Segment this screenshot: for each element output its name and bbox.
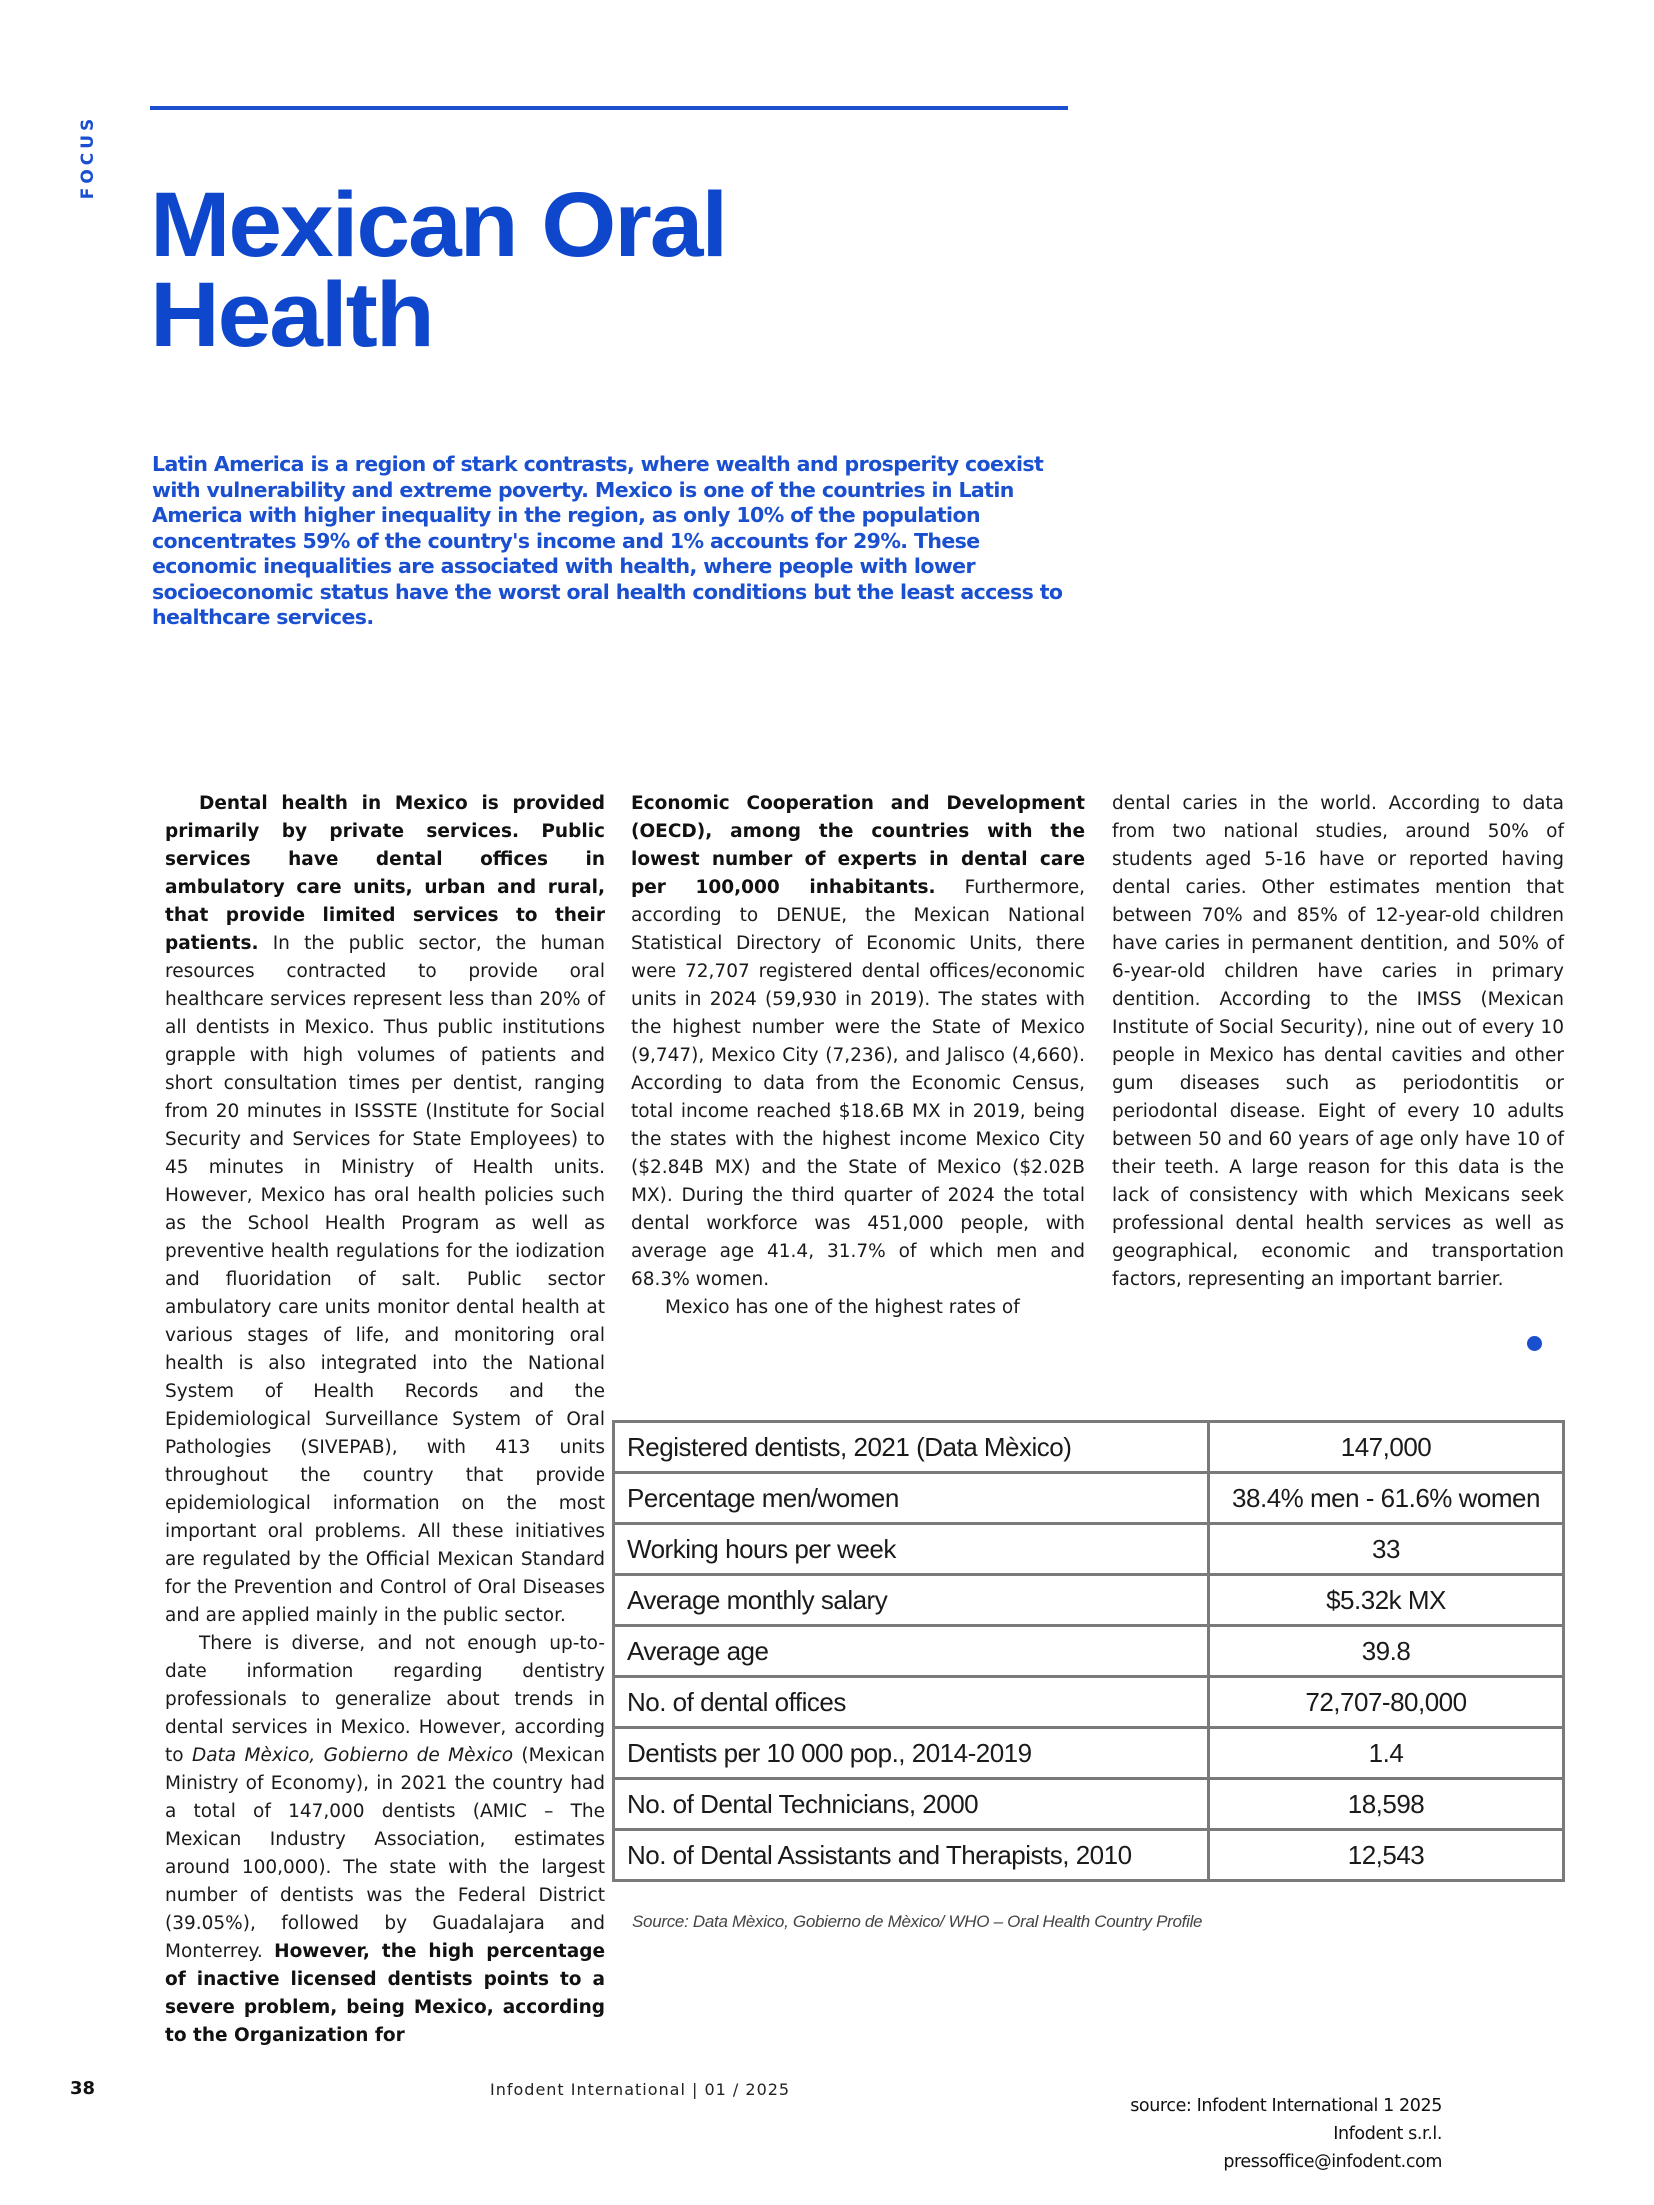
- page-number: 38: [70, 2078, 96, 2099]
- table-row: [614, 1626, 1564, 1677]
- row-value: 72,707-80,000: [1209, 1677, 1564, 1728]
- row-value: 39.8: [1209, 1626, 1564, 1677]
- section-label-text: FOCUS: [78, 114, 98, 200]
- source-line: source: Infodent International 1 2025: [1130, 2096, 1442, 2116]
- body-column-3: [1112, 790, 1564, 1294]
- body-column-1: [165, 790, 605, 2050]
- paragraph-text: There is diverse, and not enough up-to-date information regarding dentistry professionals to generalize about trends in dental services in Mexico. However, according to: [165, 1633, 605, 1766]
- row-label: Working hours per week: [614, 1524, 1209, 1575]
- article-end-dot-icon: [1527, 1336, 1542, 1351]
- row-value: 147,000: [1209, 1422, 1564, 1473]
- italic-source-name: Data Mèxico, Gobierno de Mèxico: [191, 1745, 514, 1766]
- row-label: No. of dental offices: [614, 1677, 1209, 1728]
- table-row: [614, 1473, 1564, 1524]
- contact-email[interactable]: pressoffice@infodent.com: [1223, 2152, 1442, 2172]
- row-label: No. of Dental Technicians, 2000: [614, 1779, 1209, 1830]
- table-row: [614, 1830, 1564, 1881]
- lead-bold-text: Dental health in Mexico is provided primarily by private services. Public services have dental offices in ambulatory care units, urban and rural, that provide limited services to their patients.: [165, 793, 605, 954]
- row-value: 12,543: [1209, 1830, 1564, 1881]
- header-rule: [150, 106, 1068, 110]
- table-row: [614, 1575, 1564, 1626]
- row-label: Average monthly salary: [614, 1575, 1209, 1626]
- publisher-line: Infodent s.r.l.: [1333, 2124, 1442, 2144]
- body-paragraph: dental caries in the world. According to data from two national studies, around 50% of students aged 5-16 have or reported having dental caries. Other estimates mention that between 70% and 85% of 12-year-old children have caries in permanent dentition, and 50% of 6-year-old children have caries in primary dentition. According to the IMSS (Mexican Institute of Social Security), nine out of every 10 people in Mexico has dental cavities and other gum diseases such as periodontitis or periodontal disease. Eight of every 10 adults between 50 and 60 years of age only have 10 of their teeth. A large reason for this data is the lack of consistency with which Mexicans seek professional dental health services as well as geographical, economic and transportation factors, representing an important barrier.: [1112, 793, 1564, 1290]
- table-row: [614, 1677, 1564, 1728]
- table-source-caption: Source: Data Mèxico, Gobierno de Mèxico/ WHO – Oral Health Country Profile: [632, 1912, 1203, 1931]
- publication-footer: Infodent International | 01 / 2025: [490, 2080, 791, 2099]
- row-value: 38.4% men - 61.6% women: [1209, 1473, 1564, 1524]
- row-value: 1.4: [1209, 1728, 1564, 1779]
- row-label: Registered dentists, 2021 (Data Mèxico): [614, 1422, 1209, 1473]
- row-label: Dentists per 10 000 pop., 2014-2019: [614, 1728, 1209, 1779]
- article-intro: Latin America is a region of stark contrasts, where wealth and prosperity coexist with vulnerability and extreme poverty. Mexico is one of the countries in Latin America with higher inequality in the region, as only 10% of the population concentrates 59% of the country's income and 1% accounts for 29%. These economic inequalities are associated with health, where people with lower socioeconomic status have the worst oral health conditions but the least access to healthcare services.: [152, 452, 1063, 629]
- table-row: [614, 1728, 1564, 1779]
- body-paragraph: Mexico has one of the highest rates of: [665, 1297, 1020, 1318]
- paragraph-text: (Mexican Ministry of Economy), in 2021 the country had a total of 147,000 dentists (AMIC – The Mexican Industry Association, estimates around 100,000). The state with the largest number of dentists was the Federal District (39.05%), followed by Guadalajara and Monterrey.: [165, 1745, 605, 1962]
- table-row: [614, 1422, 1564, 1473]
- source-credit-block: [1060, 2092, 1442, 2176]
- body-column-2: [631, 790, 1085, 1322]
- paragraph-text: Furthermore, according to DENUE, the Mexican National Statistical Directory of Economic Units, there were 72,707 registered dental offices/economic units in 2024 (59,930 in 2019). The states with the highest number were the State of Mexico (9,747), Mexico City (7,236), and Jalisco (4,660). According to data from the Economic Census, total income reached $18.6B MX in 2019, being the states with the highest income Mexico City ($2.84B MX) and the State of Mexico ($2.02B MX). During the third quarter of 2024 the total dental workforce was 451,000 people, with average age 41.4, 31.7% of which men and 68.3% women.: [631, 877, 1085, 1290]
- title-line-1: Mexican Oral: [150, 174, 727, 276]
- emphasis-bold-text: Economic Cooperation and Development (OECD), among the countries with the lowest number of experts in dental care per 100,000 inhabitants.: [631, 793, 1085, 898]
- row-value: $5.32k MX: [1209, 1575, 1564, 1626]
- section-label: [68, 112, 108, 202]
- row-label: No. of Dental Assistants and Therapists, 2010: [614, 1830, 1209, 1881]
- title-line-2: Health: [150, 264, 433, 366]
- statistics-table: [612, 1420, 1565, 1882]
- row-value: 18,598: [1209, 1779, 1564, 1830]
- row-label: Average age: [614, 1626, 1209, 1677]
- table-row: [614, 1779, 1564, 1830]
- emphasis-bold-text: However, the high percentage of inactive licensed dentists points to a severe problem, being Mexico, according to the Organization for: [165, 1941, 605, 2046]
- body-paragraph: [631, 790, 1085, 1294]
- paragraph-text: In the public sector, the human resources contracted to provide oral healthcare services represent less than 20% of all dentists in Mexico. Thus public institutions grapple with high volumes of patients and short consultation times per dentist, ranging from 20 minutes in ISSSTE (Institute for Social Security and Services for State Employees) to 45 minutes in Ministry of Health units. However, Mexico has oral health policies such as the School Health Program as well as preventive health regulations for the iodization and fluoridation of salt. Public sector ambulatory care units monitor dental health at various stages of life, and monitoring oral health is also integrated into the National System of Health Records and the Epidemiological Surveillance System of Oral Pathologies (SIVEPAB), with 413 units throughout the country that provide epidemiological information on the most important oral problems. All these initiatives are regulated by the Official Mexican Standard for the Prevention and Control of Oral Diseases and are applied mainly in the public sector.: [165, 933, 605, 1626]
- row-value: 33: [1209, 1524, 1564, 1575]
- body-paragraph: [165, 1630, 605, 2050]
- body-paragraph: [165, 790, 605, 1630]
- row-label: Percentage men/women: [614, 1473, 1209, 1524]
- table-row: [614, 1524, 1564, 1575]
- article-title: [150, 174, 1095, 366]
